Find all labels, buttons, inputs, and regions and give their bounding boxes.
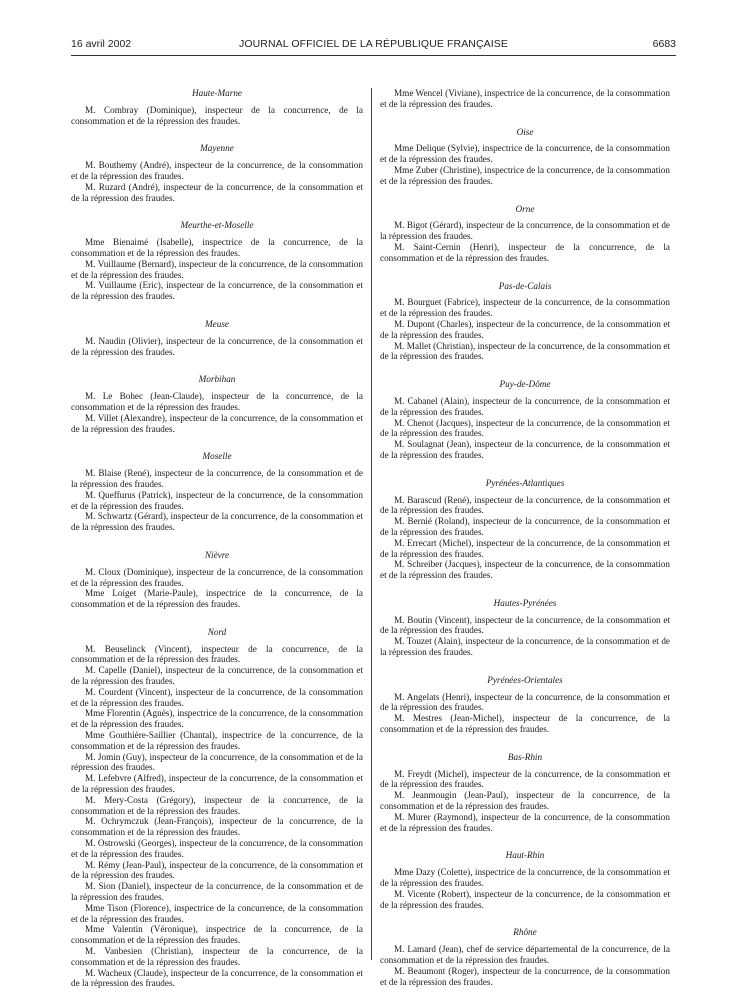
appointment-entry: M. Vuillaume (Eric), inspecteur de la concurrence, de la consommation et de la répression des fraudes.: [71, 280, 363, 302]
right-column: [380, 88, 670, 1004]
department-section: [71, 88, 363, 126]
department-section: [380, 598, 670, 658]
header-date: 16 avril 2002: [71, 38, 132, 50]
department-section: [380, 752, 670, 834]
department-title: Pyrénées-Orientales: [487, 674, 563, 685]
department-section: [380, 927, 670, 987]
department-title: Pyrénées-Atlantiques: [485, 477, 565, 488]
appointment-entry: M. Capelle (Daniel), inspecteur de la concurrence, de la consommation et de la répression des fraudes.: [71, 665, 363, 687]
department-section: [380, 88, 670, 110]
appointment-entry: M. Lefebvre (Alfred), inspecteur de la concurrence, de la consommation et de la répression des fraudes.: [71, 773, 363, 795]
appointment-entry: M. Lamard (Jean), chef de service départemental de la concurrence, de la consommation et de la répression des fraudes.: [380, 944, 670, 966]
department-section: [71, 550, 363, 610]
appointment-entry: M. Ostrowski (Georges), inspecteur de la concurrence, de la consommation et de la répression des fraudes.: [71, 838, 363, 859]
department-section: [380, 204, 670, 264]
appointment-entry: M. Rémy (Jean-Paul), inspecteur de la concurrence, de la consommation et de la répression des fraudes.: [71, 859, 363, 881]
department-title: Hautes-Pyrénées: [493, 597, 557, 608]
appointment-entry: M. Bouthemy (André), inspecteur de la concurrence, de la consommation et de la répression des fraudes.: [71, 160, 363, 181]
department-section: [71, 220, 363, 302]
department-title: Orne: [515, 203, 535, 214]
appointment-entry: M. Boutin (Vincent), inspecteur de la concurrence, de la consommation et de la répression des fraudes.: [380, 614, 670, 636]
appointment-entry: M. Mestres (Jean-Michel), inspecteur de la concurrence, de la consommation et de la répression des fraudes.: [380, 713, 670, 735]
page-number: 6683: [652, 38, 676, 50]
department-section: [71, 374, 363, 434]
department-section: [380, 281, 670, 363]
journal-title: JOURNAL OFFICIEL DE LA RÉPUBLIQUE FRANÇAISE: [239, 38, 508, 50]
appointment-entry: Mme Zuber (Christine), inspectrice de la concurrence, de la consommation et de la répression des fraudes.: [380, 164, 670, 186]
appointment-entry: Mme Dazy (Colette), inspectrice de la concurrence, de la consommation et de la répression des fraudes.: [380, 867, 670, 889]
department-title: Haut-Rhin: [505, 850, 545, 861]
appointment-entry: M. Sion (Daniel), inspecteur de la concurrence, de la consommation et de la répression des fraudes.: [71, 881, 363, 903]
appointment-entry: M. Courdent (Vincent), inspecteur de la concurrence, de la consommation et de la répression des fraudes.: [71, 686, 363, 708]
appointment-entry: Mme Loiget (Marie-Paule), inspectrice de la concurrence, de la consommation et de la répression des fraudes.: [71, 588, 363, 610]
appointment-entry: M. Vicente (Robert), inspecteur de la concurrence, de la consommation et de la répression des fraudes.: [380, 888, 670, 910]
department-title: Pas-de-Calais: [498, 280, 552, 291]
appointment-entry: M. Jomin (Guy), inspecteur de la concurrence, de la consommation et de la répression des fraudes.: [71, 751, 363, 773]
appointment-entry: M. Beuselinck (Vincent), inspecteur de la concurrence, de la consommation et de la répression des fraudes.: [71, 643, 363, 665]
department-section: [380, 127, 670, 187]
appointment-entry: M. Jeanmougin (Jean-Paul), inspecteur de la concurrence, de la consommation et de la répression des fraudes.: [380, 790, 670, 812]
appointment-entry: Mme Bienaimé (Isabelle), inspectrice de la concurrence, de la consommation et de la répression des fraudes.: [71, 237, 363, 258]
header-rule: [71, 55, 676, 56]
left-column: [71, 88, 363, 1006]
department-section: [380, 478, 670, 581]
appointment-entry: Mme Valentin (Véronique), inspectrice de la concurrence, de la consommation et de la répression des fraudes.: [71, 924, 363, 946]
appointment-entry: M. Ruzard (André), inspecteur de la concurrence, de la consommation et de la répression des fraudes.: [71, 181, 363, 203]
department-title: Puy-de-Dôme: [499, 379, 551, 390]
appointment-entry: M. Vuillaume (Bernard), inspecteur de la concurrence, de la consommation et de la répression des fraudes.: [71, 258, 363, 280]
appointment-entry: M. Le Bohec (Jean-Claude), inspecteur de la concurrence, de la consommation et de la répression des fraudes.: [71, 391, 363, 412]
appointment-entry: M. Ochrymczuk (Jean-François), inspecteur de la concurrence, de la consommation et de la répression des fraudes.: [71, 816, 363, 838]
page-header: [71, 38, 676, 54]
appointment-entry: M. Freydt (Michel), inspecteur de la concurrence, de la consommation et de la répression des fraudes.: [380, 768, 670, 790]
appointment-entry: M. Schwartz (Gérard), inspecteur de la concurrence, de la consommation et de la répression des fraudes.: [71, 511, 363, 533]
department-section: [71, 451, 363, 533]
appointment-entry: M. Bigot (Gérard), inspecteur de la concurrence, de la consommation et de la répression des fraudes.: [380, 220, 670, 242]
appointment-entry: M. Barascud (René), inspecteur de la concurrence, de la consommation et de la répression des fraudes.: [380, 494, 670, 516]
appointment-entry: M. Vanbesien (Christian), inspecteur de la concurrence, de la consommation et de la répression des fraudes.: [71, 946, 363, 967]
appointment-entry: M. Mallet (Christian), inspecteur de la concurrence, de la consommation et de la répression des fraudes.: [380, 340, 670, 362]
appointment-entry: Mme Tison (Florence), inspectrice de la concurrence, de la consommation et de la répression des fraudes.: [71, 902, 363, 924]
department-title: Meuse: [205, 318, 229, 329]
appointment-entry: M. Naudin (Olivier), inspecteur de la concurrence, de la consommation et de la répression des fraudes.: [71, 335, 363, 357]
appointment-entry: M. Chenot (Jacques), inspecteur de la concurrence, de la consommation et de la répression des fraudes.: [380, 417, 670, 439]
appointment-entry: M. Bernié (Roland), inspecteur de la concurrence, de la consommation et de la répression des fraudes.: [380, 516, 670, 537]
department-section: [380, 675, 670, 735]
appointment-entry: M. Beaumont (Roger), inspecteur de la concurrence, de la consommation et de la répression des fraudes.: [380, 965, 670, 987]
department-section: [380, 850, 670, 910]
appointment-entry: M. Cloux (Dominique), inspecteur de la concurrence, de la consommation et de la répression des fraudes.: [71, 566, 363, 588]
department-title: Mayenne: [200, 143, 234, 154]
department-title: Bas-Rhin: [507, 751, 543, 762]
department-section: [71, 143, 363, 203]
appointment-entry: M. Cabanel (Alain), inspecteur de la concurrence, de la consommation et de la répression des fraudes.: [380, 395, 670, 417]
column-divider: [371, 88, 372, 960]
department-title: Meurthe-et-Moselle: [180, 220, 254, 231]
appointment-entry: M. Angelats (Henri), inspecteur de la concurrence, de la consommation et de la répression des fraudes.: [380, 691, 670, 713]
appointment-entry: Mme Delique (Sylvie), inspectrice de la concurrence, de la consommation et de la répression des fraudes.: [380, 143, 670, 165]
department-title: Moselle: [202, 451, 232, 462]
department-title: Oise: [516, 126, 534, 137]
appointment-entry: Mme Wencel (Viviane), inspectrice de la concurrence, de la consommation et de la répression des fraudes.: [380, 88, 670, 109]
appointment-entry: M. Schreiber (Jacques), inspecteur de la concurrence, de la consommation et de la répression des fraudes.: [380, 559, 670, 581]
department-section: [71, 627, 363, 989]
appointment-entry: M. Saint-Cernin (Henri), inspecteur de la concurrence, de la consommation et de la répression des fraudes.: [380, 241, 670, 263]
appointment-entry: M. Mery-Costa (Grégory), inspecteur de la concurrence, de la consommation et de la répression des fraudes.: [71, 794, 363, 816]
department-section: [71, 319, 363, 357]
appointment-entry: M. Murer (Raymond), inspecteur de la concurrence, de la consommation et de la répression des fraudes.: [380, 811, 670, 833]
appointment-entry: M. Queffurus (Patrick), inspecteur de la concurrence, de la consommation et de la répression des fraudes.: [71, 489, 363, 511]
department-title: Rhône: [513, 927, 537, 938]
department-title: Nièvre: [204, 549, 230, 560]
appointment-entry: M. Bourguet (Fabrice), inspecteur de la concurrence, de la consommation et de la répression des fraudes.: [380, 297, 670, 319]
appointment-entry: Mme Florentin (Agnès), inspectrice de la concurrence, de la consommation et de la répression des fraudes.: [71, 708, 363, 730]
appointment-entry: M. Soulagnat (Jean), inspecteur de la concurrence, de la consommation et de la répression des fraudes.: [380, 439, 670, 460]
department-section: [380, 379, 670, 461]
appointment-entry: M. Wacheux (Claude), inspecteur de la concurrence, de la consommation et de la répression des fraudes.: [71, 967, 363, 989]
appointment-entry: M. Combray (Dominique), inspecteur de la concurrence, de la consommation et de la répression des fraudes.: [71, 104, 363, 126]
department-title: Morbihan: [198, 374, 236, 385]
appointment-entry: M. Dupont (Charles), inspecteur de la concurrence, de la consommation et de la répression des fraudes.: [380, 318, 670, 340]
appointment-entry: M. Blaise (René), inspecteur de la concurrence, de la consommation et de la répression des fraudes.: [71, 468, 363, 489]
department-title: Nord: [207, 626, 227, 637]
appointment-entry: M. Errecart (Michel), inspecteur de la concurrence, de la consommation et de la répression des fraudes.: [380, 537, 670, 559]
appointment-entry: Mme Gouthière-Saillier (Chantal), inspectrice de la concurrence, de la consommation et de la répression des fraudes.: [71, 730, 363, 751]
department-title: Haute-Marne: [191, 88, 242, 98]
appointment-entry: M. Touzet (Alain), inspecteur de la concurrence, de la consommation et de la répression des fraudes.: [380, 636, 670, 658]
appointment-entry: M. Villet (Alexandre), inspecteur de la concurrence, de la consommation et de la répression des fraudes.: [71, 412, 363, 434]
